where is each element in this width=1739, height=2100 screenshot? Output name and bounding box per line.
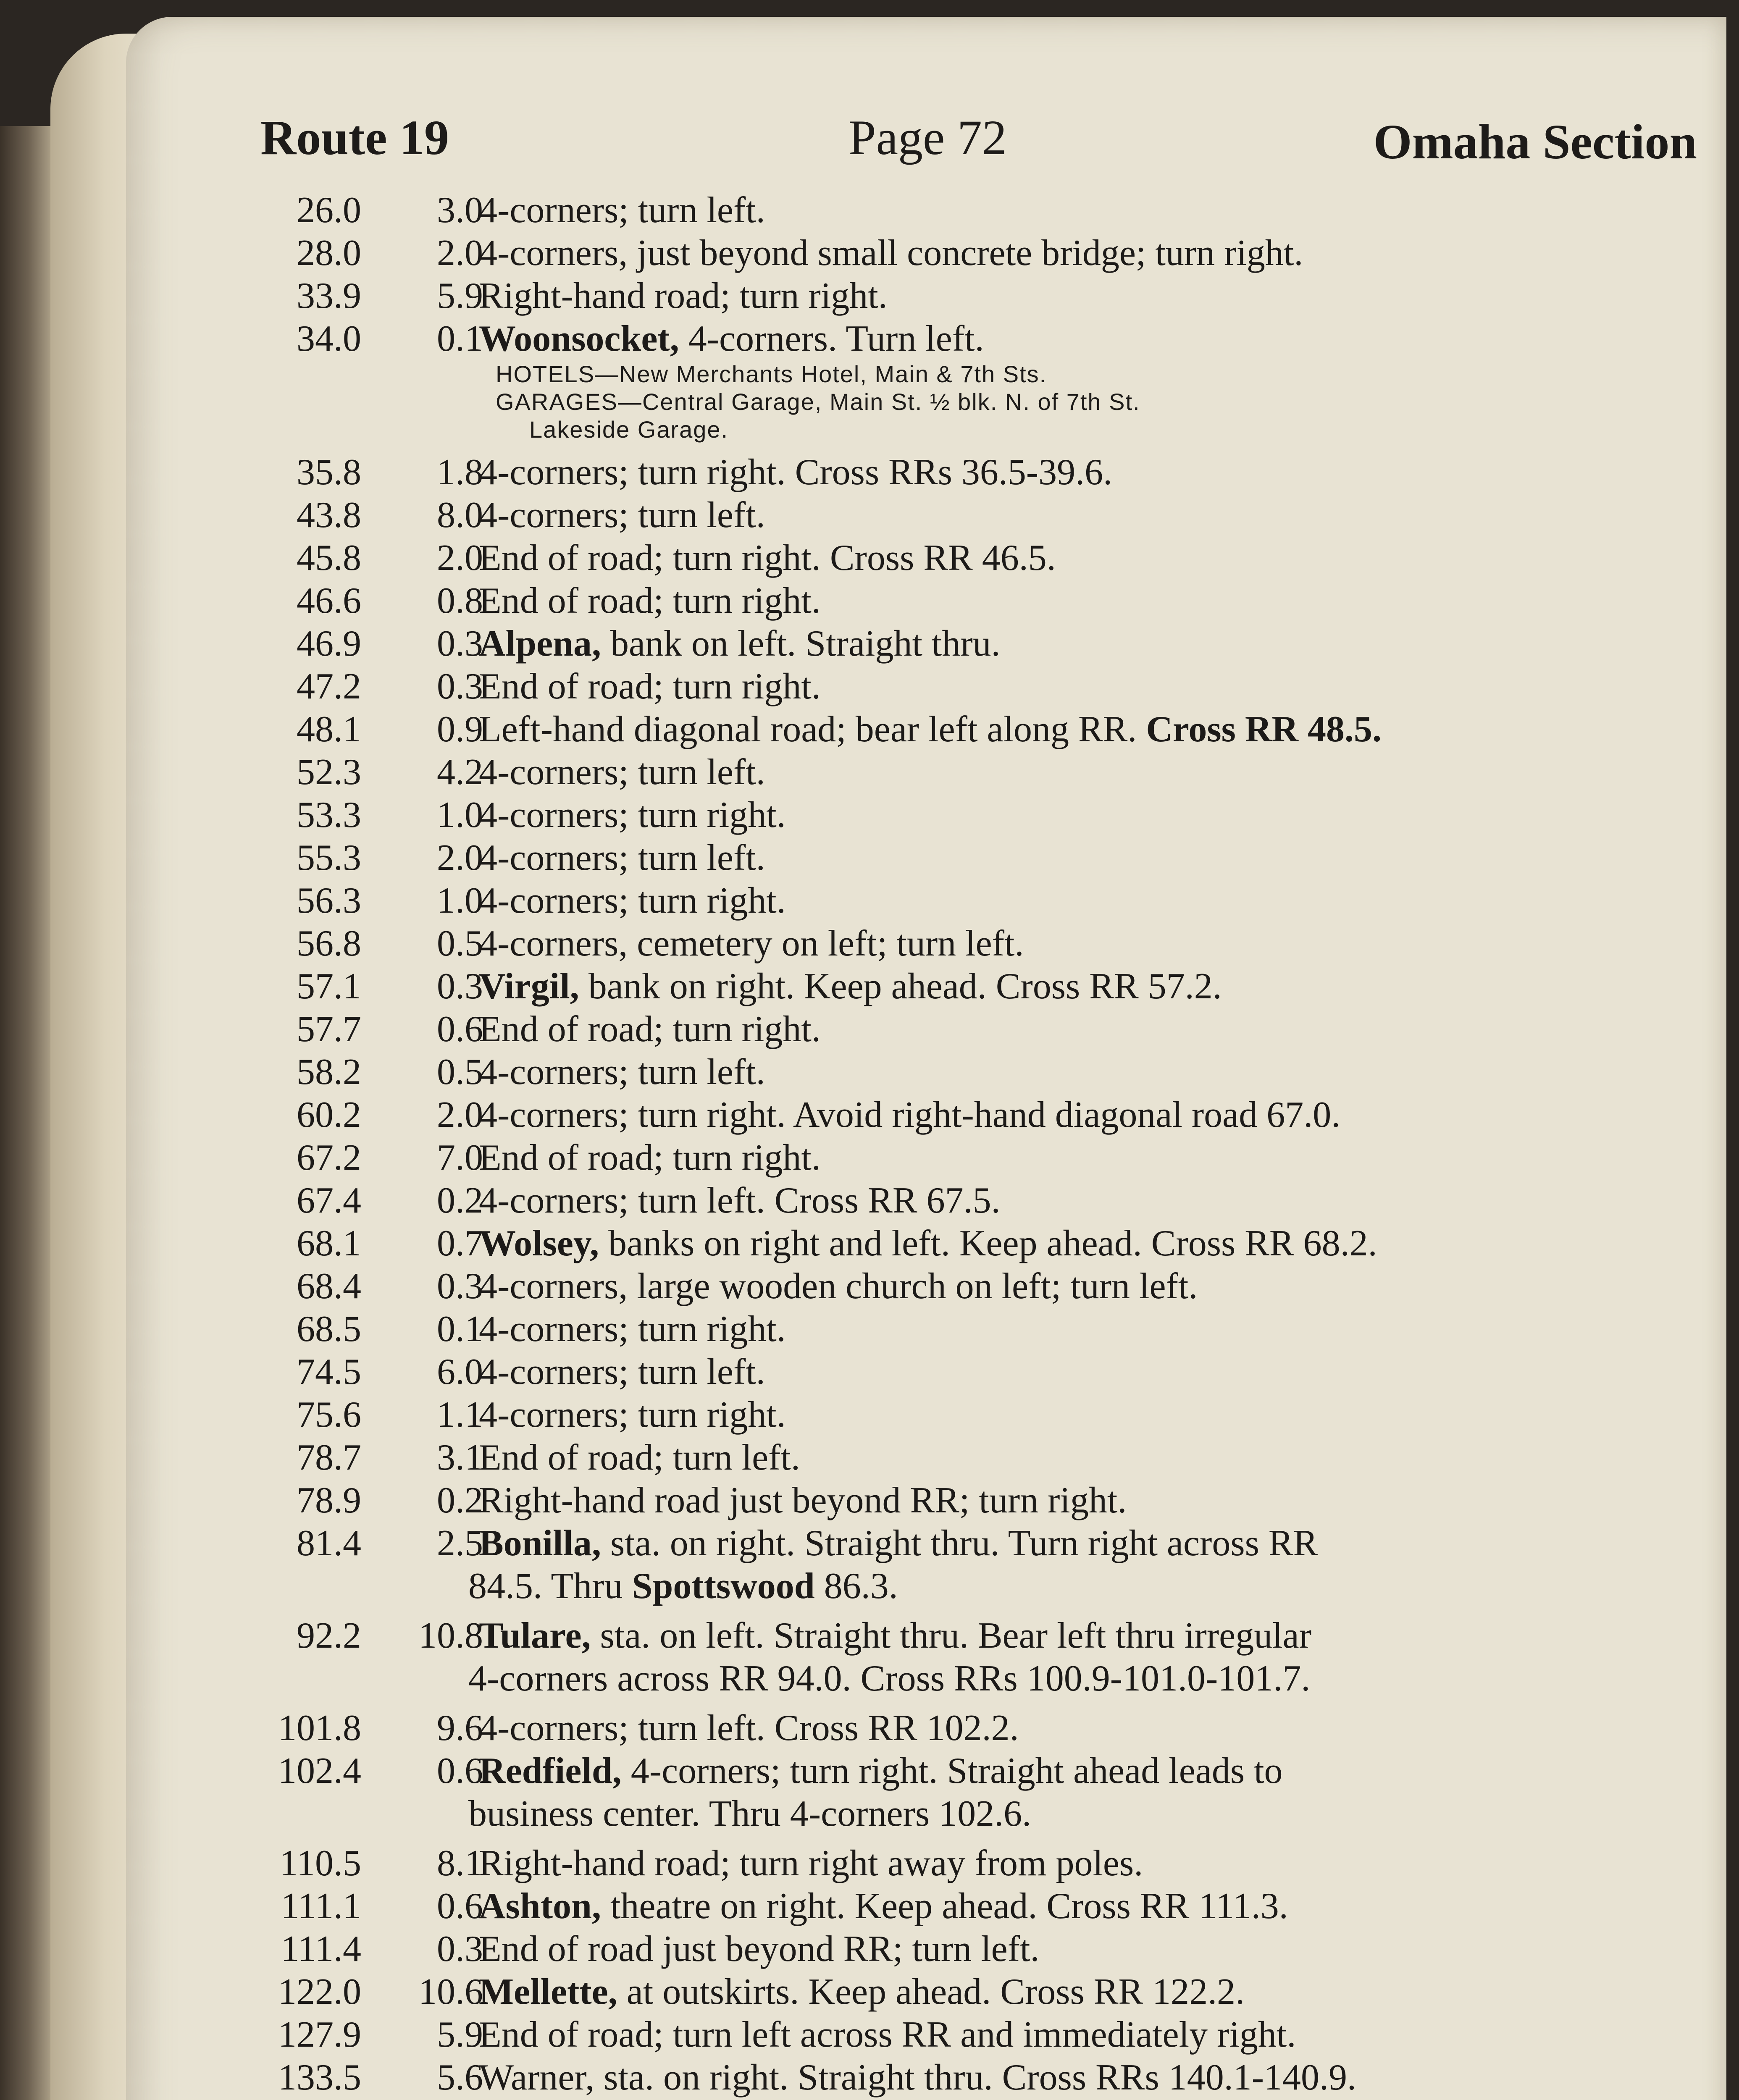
direction-text: Virgil, bank on right. Keep ahead. Cross RR 57.2. <box>479 966 1222 1007</box>
route-row <box>235 1928 1697 1971</box>
note-line: GARAGES—Central Garage, Main St. ½ blk. N. of 7th St. <box>496 388 1140 415</box>
direction-text: End of road just beyond RR; turn left. <box>479 1929 1040 1969</box>
direction-text: 4-corners; turn left. <box>479 1052 765 1092</box>
route-row <box>235 189 1697 232</box>
distance: 5.9 <box>437 276 483 316</box>
direction-text: End of road; turn left across RR and immediately right. <box>479 2014 1296 2055</box>
distance: 10.6 <box>418 1971 483 2012</box>
direction-text: Bonilla, sta. on right. Straight thru. Turn right across RR <box>479 1523 1318 1564</box>
direction-text: 4-corners; turn right. <box>479 1394 786 1435</box>
distance: 0.1 <box>437 1309 483 1349</box>
route-row <box>235 494 1697 537</box>
route-row <box>235 622 1697 665</box>
place-name: Redfield, <box>479 1751 622 1791</box>
route-row <box>235 1394 1697 1436</box>
direction-text: Wolsey, banks on right and left. Keep ahead. Cross RR 68.2. <box>479 1223 1377 1264</box>
distance: 0.7 <box>437 1223 483 1264</box>
total-mileage: 68.1 <box>297 1223 361 1264</box>
distance: 1.0 <box>437 880 483 921</box>
direction-text: 4-corners; turn left. <box>479 837 765 878</box>
total-mileage: 78.9 <box>297 1480 361 1521</box>
distance: 0.2 <box>437 1480 483 1521</box>
route-row <box>235 1707 1697 1750</box>
direction-text: End of road; turn right. <box>479 580 821 621</box>
total-mileage: 56.8 <box>297 923 361 964</box>
direction-text: End of road; turn right. <box>479 666 821 707</box>
route-row <box>235 708 1697 751</box>
direction-text: Woonsocket, 4-corners. Turn left. <box>479 318 984 359</box>
place-name: Bonilla, <box>479 1523 601 1564</box>
direction-text: End of road; turn right. Cross RR 46.5. <box>479 538 1056 578</box>
route-rows-block-3 <box>235 1707 1697 1793</box>
route-row <box>235 580 1697 622</box>
distance: 0.2 <box>437 1180 483 1221</box>
distance: 5.9 <box>437 2014 483 2055</box>
total-mileage: 48.1 <box>297 709 361 750</box>
route-row <box>235 1308 1697 1351</box>
route-row <box>235 837 1697 879</box>
direction-text: Alpena, bank on left. Straight thru. <box>479 623 1001 664</box>
route-row <box>235 794 1697 837</box>
note-line: Lakeside Garage. <box>529 416 729 443</box>
distance: 9.6 <box>437 1708 483 1748</box>
direction-text: Ashton, theatre on right. Keep ahead. Cross RR 111.3. <box>479 1886 1288 1927</box>
total-mileage: 35.8 <box>297 452 361 493</box>
page-number: Page 72 <box>848 110 1007 165</box>
distance: 2.0 <box>437 538 483 578</box>
total-mileage: 74.5 <box>297 1352 361 1392</box>
total-mileage: 43.8 <box>297 495 361 536</box>
direction-text: Right-hand road; turn right away from poles. <box>479 1843 1143 1884</box>
distance: 0.8 <box>437 580 483 621</box>
distance: 0.3 <box>437 1266 483 1307</box>
route-row <box>235 751 1697 794</box>
place-name: Alpena, <box>479 623 601 664</box>
distance: 1.1 <box>437 1394 483 1435</box>
place-name: Virgil, <box>479 966 579 1007</box>
route-row <box>235 1351 1697 1394</box>
total-mileage: 111.1 <box>281 1886 361 1927</box>
total-mileage: 58.2 <box>297 1052 361 1092</box>
total-mileage: 56.3 <box>297 880 361 921</box>
direction-text: 4-corners; turn left. <box>479 752 765 793</box>
note-line: HOTELS—New Merchants Hotel, Main & 7th Sts. <box>496 361 1047 387</box>
route-row <box>235 1750 1697 1793</box>
total-mileage: 46.9 <box>297 623 361 664</box>
total-mileage: 28.0 <box>297 233 361 273</box>
woonsocket-notes <box>235 360 1697 444</box>
route-row <box>235 1522 1697 1565</box>
distance: 0.6 <box>437 1751 483 1791</box>
direction-text: Right-hand road just beyond RR; turn right. <box>479 1480 1127 1521</box>
distance: 0.6 <box>437 1886 483 1927</box>
route-row <box>235 2056 1697 2099</box>
row-continuation: business center. Thru 4-corners 102.6. <box>468 1793 1032 1834</box>
direction-text: 4-corners, just beyond small concrete bridge; turn right. <box>479 233 1303 273</box>
direction-text: Right-hand road; turn right. <box>479 276 888 316</box>
route-row <box>235 1885 1697 1928</box>
distance: 7.0 <box>437 1137 483 1178</box>
distance: 5.6 <box>437 2057 483 2098</box>
route-row <box>235 1008 1697 1051</box>
page-header <box>260 101 1697 168</box>
total-mileage: 111.4 <box>281 1929 361 1969</box>
total-mileage: 67.4 <box>297 1180 361 1221</box>
direction-text: Left-hand diagonal road; bear left along RR. Cross RR 48.5. <box>479 709 1382 750</box>
place-name: Woonsocket, <box>479 318 679 359</box>
total-mileage: 68.4 <box>297 1266 361 1307</box>
total-mileage: 101.8 <box>278 1708 361 1748</box>
distance: 0.1 <box>437 318 483 359</box>
route-number: Route 19 <box>260 110 449 165</box>
total-mileage: 52.3 <box>297 752 361 793</box>
direction-text: 4-corners; turn left. <box>479 1352 765 1392</box>
route-row <box>235 1094 1697 1137</box>
row-continuation: 84.5. Thru Spottswood 86.3. <box>468 1566 898 1606</box>
route-row <box>235 1436 1697 1479</box>
total-mileage: 33.9 <box>297 276 361 316</box>
route-row <box>235 1137 1697 1179</box>
distance: 1.0 <box>437 795 483 835</box>
route-row <box>235 965 1697 1008</box>
total-mileage: 53.3 <box>297 795 361 835</box>
direction-text: 4-corners; turn right. Cross RRs 36.5-39.6. <box>479 452 1113 493</box>
total-mileage: 68.5 <box>297 1309 361 1349</box>
direction-text: 4-corners, cemetery on left; turn left. <box>479 923 1024 964</box>
total-mileage: 81.4 <box>297 1523 361 1564</box>
total-mileage: 46.6 <box>297 580 361 621</box>
distance: 1.8 <box>437 452 483 493</box>
route-rows-block-1 <box>235 189 1697 360</box>
route-row <box>235 1842 1697 1885</box>
route-row <box>235 318 1697 360</box>
direction-text: 4-corners; turn left. <box>479 495 765 536</box>
route-row <box>235 451 1697 494</box>
distance: 0.3 <box>437 666 483 707</box>
route-row <box>235 1179 1697 1222</box>
route-row <box>235 665 1697 708</box>
total-mileage: 75.6 <box>297 1394 361 1435</box>
total-mileage: 26.0 <box>297 190 361 231</box>
total-mileage: 47.2 <box>297 666 361 707</box>
row-continuation: 4-corners across RR 94.0. Cross RRs 100.9-101.0-101.7. <box>468 1658 1311 1699</box>
total-mileage: 133.5 <box>278 2057 361 2098</box>
section-name: Omaha Section <box>1373 114 1697 169</box>
direction-text: 4-corners; turn right. Avoid right-hand diagonal road 67.0. <box>479 1095 1341 1135</box>
route-log <box>235 189 1697 2100</box>
distance: 3.0 <box>437 190 483 231</box>
direction-text: 4-corners, large wooden church on left; turn left. <box>479 1266 1198 1307</box>
direction-text: 4-corners; turn right. <box>479 1309 786 1349</box>
total-mileage: 57.1 <box>297 966 361 1007</box>
route-rows-block-2 <box>235 451 1697 1565</box>
route-row <box>235 1265 1697 1308</box>
direction-text: End of road; turn right. <box>479 1137 821 1178</box>
place-name: Mellette, <box>479 1971 617 2012</box>
total-mileage: 110.5 <box>279 1843 361 1884</box>
direction-text: 4-corners; turn right. <box>479 880 786 921</box>
direction-text: End of road; turn left. <box>479 1437 800 1478</box>
direction-text: 4-corners; turn left. Cross RR 67.5. <box>479 1180 1001 1221</box>
distance: 2.5 <box>437 1523 483 1564</box>
route-row <box>235 1051 1697 1094</box>
total-mileage: 67.2 <box>297 1137 361 1178</box>
route-row <box>235 879 1697 922</box>
total-mileage: 45.8 <box>297 538 361 578</box>
total-mileage: 102.4 <box>278 1751 361 1791</box>
distance: 8.1 <box>437 1843 483 1884</box>
distance: 4.2 <box>437 752 483 793</box>
route-row <box>235 1479 1697 1522</box>
direction-text: Warner, sta. on right. Straight thru. Cross RRs 140.1-140.9. <box>479 2057 1357 2098</box>
direction-text: 4-corners; turn left. <box>479 190 765 231</box>
distance: 2.0 <box>437 1095 483 1135</box>
direction-text: 4-corners; turn left. Cross RR 102.2. <box>479 1708 1019 1748</box>
route-row: 92.2 10.8 Tulare, sta. on left. Straight thru. Bear left thru irregular <box>297 1615 1312 1656</box>
total-mileage: 122.0 <box>278 1971 361 2012</box>
distance: 0.3 <box>437 1929 483 1969</box>
distance: 0.5 <box>437 923 483 964</box>
distance: 8.0 <box>437 495 483 536</box>
direction-text: Mellette, at outskirts. Keep ahead. Cross RR 122.2. <box>479 1971 1245 2012</box>
route-row <box>235 2013 1697 2056</box>
total-mileage: 55.3 <box>297 837 361 878</box>
distance: 2.0 <box>437 233 483 273</box>
distance: 0.6 <box>437 1009 483 1050</box>
route-rows-block-4 <box>235 1842 1697 2100</box>
distance: 3.1 <box>437 1437 483 1478</box>
place-name: Ashton, <box>479 1886 601 1927</box>
route-row <box>235 922 1697 965</box>
distance: 0.3 <box>437 966 483 1007</box>
total-mileage: 78.7 <box>297 1437 361 1478</box>
total-mileage: 34.0 <box>297 318 361 359</box>
distance: 6.0 <box>437 1352 483 1392</box>
distance: 0.5 <box>437 1052 483 1092</box>
route-row <box>235 537 1697 580</box>
distance: 2.0 <box>437 837 483 878</box>
distance: 0.3 <box>437 623 483 664</box>
right-edge <box>1728 0 1739 2100</box>
distance: 0.9 <box>437 709 483 750</box>
total-mileage: 57.7 <box>297 1009 361 1050</box>
direction-text: 4-corners; turn right. <box>479 795 786 835</box>
direction-text: End of road; turn right. <box>479 1009 821 1050</box>
route-row <box>235 1971 1697 2013</box>
direction-text: Redfield, 4-corners; turn right. Straight ahead leads to <box>479 1751 1283 1791</box>
total-mileage: 127.9 <box>278 2014 361 2055</box>
place-name: Wolsey, <box>479 1223 599 1264</box>
route-row <box>235 1222 1697 1265</box>
total-mileage: 60.2 <box>297 1095 361 1135</box>
route-row <box>235 232 1697 275</box>
route-row <box>235 275 1697 318</box>
